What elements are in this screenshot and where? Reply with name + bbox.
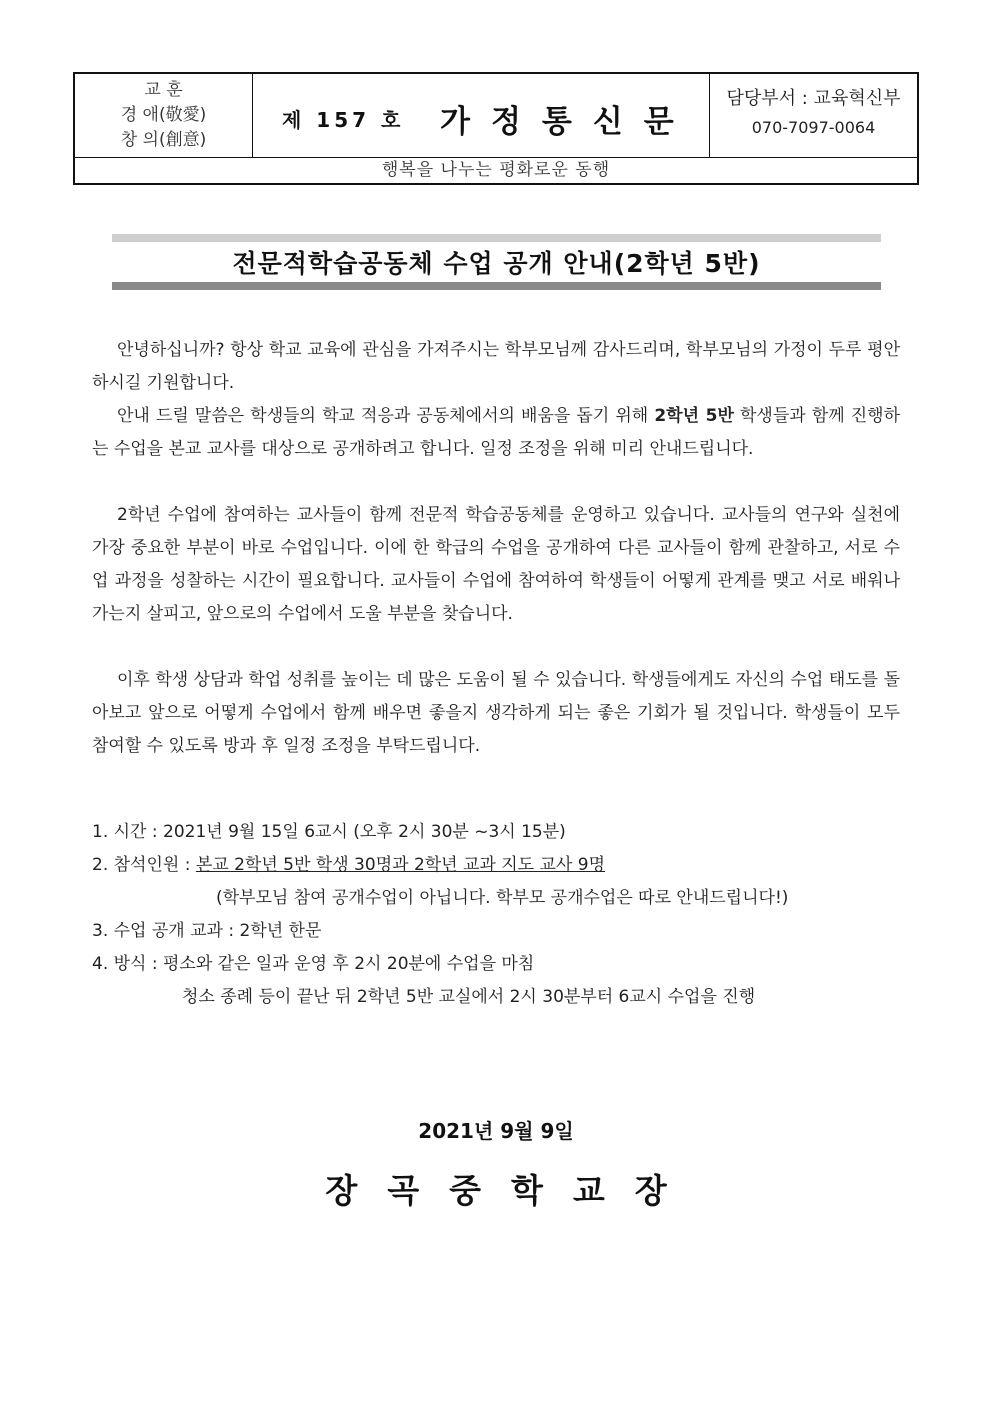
- motto-line-2: 창 의(創意): [120, 130, 207, 150]
- detail-attendees: [92, 849, 900, 882]
- newsletter-title: 가정통신문: [440, 104, 695, 140]
- paragraph-greeting: [92, 334, 900, 466]
- title-bar-bottom: [112, 282, 881, 290]
- benefit-text: 이후 학생 상담과 학업 성취를 높이는 데 많은 도움이 될 수 있습니다. 학생들에게도 자신의 수업 태도를 돌아보고 앞으로 어떻게 수업에서 함께 배우면 좋을지 생각하게 되는 좋은 기회가 될 것입니다. 학생들이 모두 참여할 수 있도록 방과 후 일정 조정을 부탁드립니다.: [92, 670, 900, 756]
- announcement-post: 학생들과 함께 진행하는 수업을 본교 교사를 대상으로 공개하려고 합니다. 일정 조정을 위해 미리 안내드립니다.: [92, 406, 900, 459]
- document-title: 전문적학습공동체 수업 공개 안내(2학년 5반): [232, 249, 761, 278]
- greeting-sentence: 안녕하십니까? 항상 학교 교육에 관심을 가져주시는 학부모님께 감사드리며, 학부모님의 가정이 두루 평안 하시길 기원합니다.: [92, 340, 900, 393]
- phone-number: 070-7097-0064: [751, 118, 876, 137]
- slogan: 행복을 나누는 평화로운 동행: [381, 160, 611, 180]
- motto-line-1: 경 애(敬愛): [120, 105, 207, 125]
- title-bar-top: [112, 234, 881, 242]
- newsletter-header: [73, 72, 919, 185]
- department-cell: [710, 74, 917, 157]
- detail-method: 4. 방식 : 평소와 같은 일과 운영 후 2시 20분에 수업을 마침: [92, 954, 535, 974]
- issue-date: 2021년 9월 9일: [418, 1119, 574, 1143]
- paragraph-purpose: [92, 499, 900, 631]
- details-list: [92, 816, 900, 1014]
- motto-label: 교 훈: [144, 80, 183, 100]
- detail-time: 1. 시간 : 2021년 9월 15일 6교시 (오후 2시 30분 ~3시 15분): [92, 822, 566, 842]
- header-top-row: [75, 74, 917, 158]
- attendees-value: 본교 2학년 5반 학생 30명과 2학년 교과 지도 교사 9명: [195, 855, 605, 875]
- attendees-label: 2. 참석인원 :: [92, 855, 196, 875]
- purpose-text: 2학년 수업에 참여하는 교사들이 함께 전문적 학습공동체를 운영하고 있습니다. 교사들의 연구와 실천에 가장 중요한 부분이 바로 수업입니다. 이에 한 학급의 수업을 공개하여 다른 교사들이 함께 관찰하고, 서로 수업 과정을 성찰하는 시간이 필요합니다. 교사들이 수업에 참여하여 학생들이 어떻게 관계를 맺고 서로 배워나가는지 살피고, 앞으로의 수업에서 도울 부분을 찾습니다.: [92, 505, 900, 624]
- attendees-note: (학부모님 참여 공개수업이 아닙니다. 학부모 공개수업은 따로 안내드립니다!): [216, 888, 789, 908]
- announcement-pre: 안내 드릴 말씀은 학생들의 학교 적응과 공동체에서의 배움을 돕기 위해: [117, 406, 655, 426]
- announcement-sentence: [92, 400, 900, 466]
- issue-number: 제 157 호: [282, 108, 405, 132]
- paragraph-benefit: [92, 664, 900, 763]
- detail-subject: 3. 수업 공개 교과 : 2학년 한문: [92, 921, 322, 941]
- principal-signature: 장곡중학교장: [325, 1171, 697, 1210]
- method-note: 청소 종례 등이 끝난 뒤 2학년 5반 교실에서 2시 30분부터 6교시 수업을 진행: [182, 987, 756, 1007]
- issue-cell: [254, 74, 710, 157]
- school-motto: [75, 74, 253, 157]
- department: 담당부서 : 교육혁신부: [726, 88, 901, 109]
- class-highlight: 2학년 5반: [654, 406, 734, 426]
